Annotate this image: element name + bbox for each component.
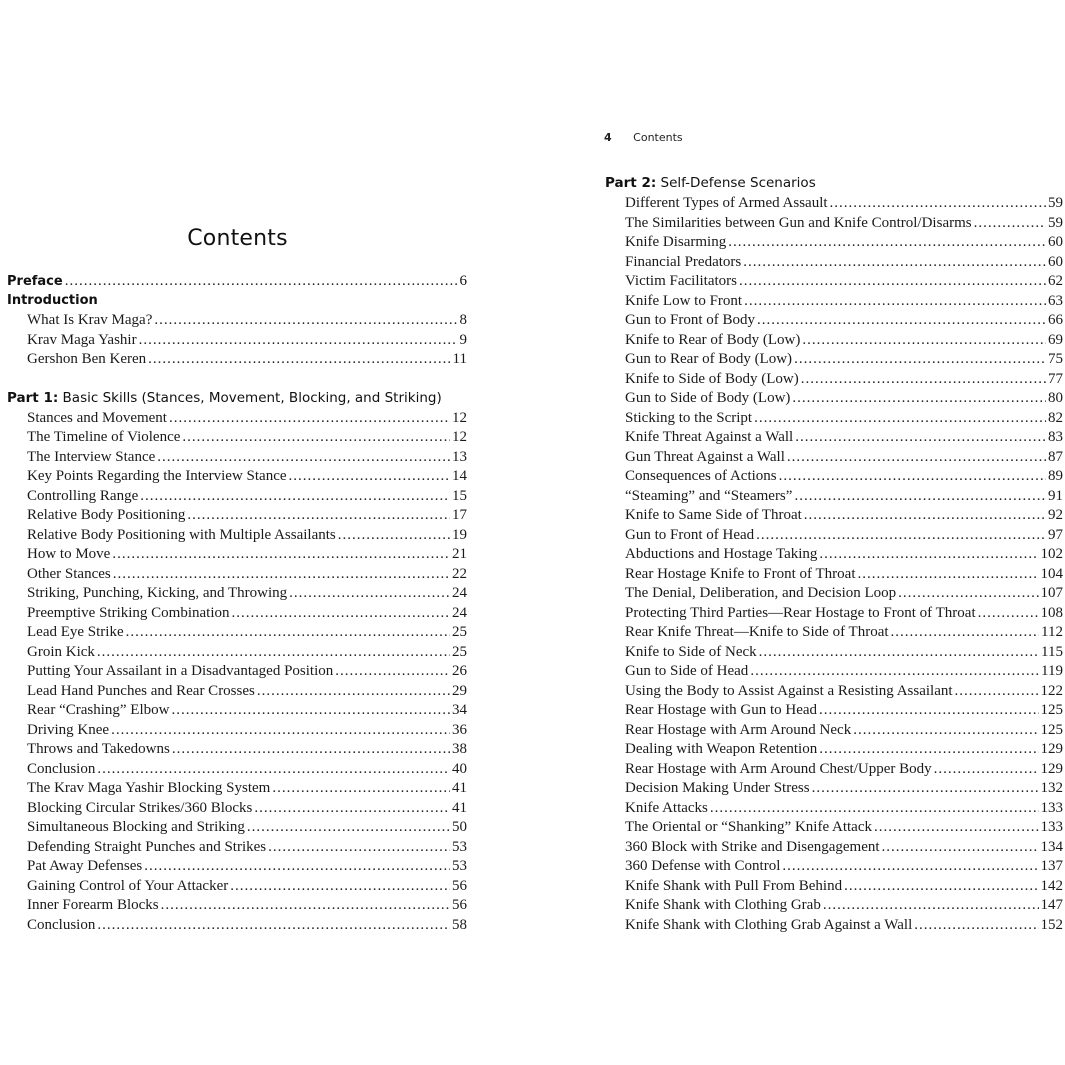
toc-entry-title: Introduction: [7, 292, 98, 308]
toc-entry-page: 58: [452, 916, 467, 933]
toc-entry-page: 50: [452, 819, 467, 835]
toc-entry-page: 102: [1040, 546, 1063, 562]
toc-entry: [605, 546, 1063, 566]
toc-entry-title: What Is Krav Maga?: [27, 312, 153, 328]
leader-dots: [891, 624, 1040, 641]
toc-entry-title: Gun to Front of Body: [625, 312, 756, 328]
toc-entry-page: 60: [1048, 253, 1063, 270]
toc-entry-title: Rear Knife Threat—Knife to Side of Throat: [625, 624, 889, 640]
toc-entry-title: Gun to Rear of Body (Low): [625, 351, 793, 367]
toc-entry-title: Decision Making Under Stress: [625, 780, 810, 796]
toc-entry-title: Pat Away Defenses: [27, 858, 143, 874]
toc-entry-title: Rear Hostage with Arm Around Chest/Upper Body: [625, 760, 932, 777]
toc-entry: [7, 663, 467, 683]
toc-entry: [7, 312, 467, 332]
leader-dots: [934, 761, 1039, 778]
leader-dots: [819, 702, 1038, 719]
toc-entry-title: Rear Hostage with Gun to Head: [625, 702, 818, 718]
toc-entry: [7, 683, 467, 703]
toc-entry-title: Gun to Front of Head: [625, 526, 755, 543]
toc-entry: [605, 527, 1063, 547]
toc-entry-page: 97: [1048, 526, 1063, 543]
leader-dots: [247, 819, 450, 836]
leader-dots: [804, 507, 1046, 524]
toc-entry: [605, 897, 1063, 917]
toc-entry-page: 122: [1040, 682, 1063, 699]
leader-dots: [974, 215, 1046, 232]
toc-entry-title: Dealing with Weapon Retention: [625, 741, 818, 757]
toc-entry: [7, 605, 467, 625]
leader-dots: [289, 585, 450, 602]
toc-entry-page: 34: [452, 702, 467, 718]
toc-entry: [7, 702, 467, 722]
toc-entry: [7, 897, 467, 917]
toc-entry-title: Inner Forearm Blocks: [27, 897, 159, 913]
leader-dots: [338, 527, 450, 544]
toc-entry: [7, 624, 467, 644]
toc-entry-page: 14: [452, 468, 467, 484]
toc-entry-page: 87: [1048, 448, 1063, 465]
leader-dots: [172, 741, 450, 758]
leader-dots: [65, 273, 458, 290]
toc-entry: [605, 410, 1063, 430]
toc-entry-page: 60: [1048, 234, 1063, 250]
toc-entry-page: 129: [1040, 741, 1063, 757]
toc-entry-title: Relative Body Positioning: [27, 507, 186, 523]
part-1-title: Basic Skills (Stances, Movement, Blocking, and Striking): [62, 389, 442, 406]
toc-entry: [605, 702, 1063, 722]
leader-dots: [111, 722, 450, 739]
toc-entry-page: 69: [1048, 331, 1063, 348]
toc-entry-page: 38: [452, 741, 467, 757]
toc-entry: [605, 741, 1063, 761]
toc-entry-title: Conclusion: [27, 916, 96, 933]
leader-dots: [140, 488, 450, 505]
toc-entry: [7, 527, 467, 547]
toc-entry-title: Consequences of Actions: [625, 468, 777, 484]
toc-entry: [7, 761, 467, 781]
toc-entry-page: 142: [1040, 877, 1063, 894]
toc-entry: [7, 488, 467, 508]
toc-entry-title: Gun to Side of Body (Low): [625, 390, 791, 406]
toc-entry: [7, 410, 467, 430]
toc-entry: [605, 390, 1063, 410]
toc-entry-title: Knife to Side of Body (Low): [625, 370, 799, 387]
toc-entry-title: Stances and Movement: [27, 409, 167, 426]
leader-dots: [858, 566, 1039, 583]
toc-entry-title: Key Points Regarding the Interview Stance: [27, 468, 287, 484]
part-2-title: Self-Defense Scenarios: [660, 175, 816, 191]
toc-entry: [605, 761, 1063, 781]
leader-dots: [914, 917, 1038, 934]
toc-entry-page: 9: [459, 331, 467, 348]
toc-entry-title: 360 Defense with Control: [625, 858, 781, 874]
toc-entry-title: Knife to Same Side of Throat: [625, 507, 802, 523]
toc-entry-title: Lead Hand Punches and Rear Crosses: [27, 682, 255, 699]
leader-dots: [154, 312, 457, 329]
toc-entry-page: 125: [1040, 702, 1063, 718]
leader-dots: [812, 780, 1039, 797]
toc-entry: [7, 507, 467, 527]
toc-entry: [7, 644, 467, 664]
part-2-label: Part 2:: [605, 175, 657, 191]
toc-entry-title: Preemptive Striking Combination: [27, 604, 230, 621]
toc-entry-title: The Interview Stance: [27, 448, 156, 465]
leader-dots: [779, 468, 1046, 485]
toc-entry: [605, 819, 1063, 839]
leader-dots: [232, 605, 451, 622]
leader-dots: [112, 546, 450, 563]
part-1-label: Part 1:: [7, 389, 59, 406]
toc-entry-title: Striking, Punching, Kicking, and Throwing: [27, 585, 288, 601]
toc-entry: [7, 585, 467, 605]
leader-dots: [739, 273, 1046, 290]
toc-entry: [605, 644, 1063, 664]
toc-entry-preface: [7, 273, 467, 293]
toc-entry-title: Financial Predators: [625, 253, 742, 270]
toc-entry-introduction: [7, 293, 467, 313]
leader-dots: [169, 410, 450, 427]
toc-entry-title: Gershon Ben Keren: [27, 351, 147, 367]
toc-entry-page: 80: [1048, 390, 1063, 406]
toc-entry-page: 56: [452, 877, 467, 894]
toc-entry: [7, 722, 467, 742]
leader-dots: [272, 780, 450, 797]
toc-entry-title: Rear Hostage with Arm Around Neck: [625, 721, 852, 738]
section-spacer: [7, 371, 467, 390]
leader-dots: [844, 878, 1038, 895]
toc-entry-title: Different Types of Armed Assault: [625, 195, 828, 211]
toc-entry-title: Krav Maga Yashir: [27, 331, 137, 348]
toc-entry-title: Knife Shank with Clothing Grab: [625, 897, 821, 913]
toc-entry-page: 83: [1048, 429, 1063, 445]
leader-dots: [853, 722, 1038, 739]
toc-entry-title: Knife Attacks: [625, 799, 708, 816]
leader-dots: [819, 741, 1038, 758]
toc-entry-page: 12: [452, 429, 467, 445]
toc-entry-page: 17: [452, 507, 467, 523]
toc-entry-page: 24: [452, 604, 467, 621]
leader-dots: [148, 351, 450, 368]
leader-dots: [139, 332, 458, 349]
toc-entry-page: 133: [1040, 799, 1063, 816]
toc-entry: [7, 566, 467, 586]
toc-entry: [7, 839, 467, 859]
leader-dots: [795, 429, 1046, 446]
leader-dots: [254, 800, 450, 817]
right-page: [540, 0, 1065, 1065]
toc-entry-title: Knife to Side of Neck: [625, 643, 757, 660]
toc-entry-page: 107: [1040, 585, 1063, 601]
toc-entry-page: 19: [452, 526, 467, 543]
toc-entry-title: Throws and Takedowns: [27, 741, 170, 757]
toc-entry-title: Gaining Control of Your Attacker: [27, 877, 229, 894]
toc-entry-page: 132: [1040, 780, 1063, 796]
toc-entry-title: Relative Body Positioning with Multiple Assailants: [27, 526, 336, 543]
toc-entry: [605, 351, 1063, 371]
toc-entry-page: 13: [452, 448, 467, 465]
toc-entry-page: 119: [1041, 663, 1063, 679]
toc-entry-title: Knife Threat Against a Wall: [625, 429, 794, 445]
page-number: 4: [604, 131, 612, 144]
toc-entry: [605, 878, 1063, 898]
toc-entry-title: Gun Threat Against a Wall: [625, 448, 785, 465]
toc-entry-page: 137: [1040, 858, 1063, 874]
toc-entry-title: Protecting Third Parties—Rear Hostage to Front of Throat: [625, 604, 976, 621]
leader-dots: [874, 819, 1038, 836]
toc-entry: [7, 449, 467, 469]
toc-entry-page: 112: [1041, 624, 1063, 640]
leader-dots: [335, 663, 450, 680]
leader-dots: [792, 390, 1046, 407]
toc-entry: [605, 215, 1063, 235]
leader-dots: [257, 683, 450, 700]
part-1-heading: [7, 390, 467, 410]
toc-entry-page: 12: [452, 409, 467, 426]
toc-entry-title: Abductions and Hostage Taking: [625, 546, 818, 562]
leader-dots: [757, 312, 1046, 329]
leader-dots: [823, 897, 1039, 914]
toc-entry: [605, 624, 1063, 644]
leader-dots: [754, 410, 1046, 427]
toc-entry: [7, 429, 467, 449]
toc-entry-title: The Denial, Deliberation, and Decision Loop: [625, 585, 897, 601]
leader-dots: [157, 449, 450, 466]
toc-entry-title: Conclusion: [27, 760, 96, 777]
toc-entry-page: 25: [452, 624, 467, 640]
toc-entry: [605, 722, 1063, 742]
toc-entry-page: 133: [1040, 819, 1063, 835]
leader-dots: [898, 585, 1038, 602]
toc-entry-page: 22: [452, 565, 467, 582]
part-2-entry-list: [605, 195, 1063, 936]
toc-entry-title: Knife to Rear of Body (Low): [625, 331, 801, 348]
leader-dots: [759, 644, 1039, 661]
toc-entry-title: Defending Straight Punches and Strikes: [27, 838, 267, 855]
toc-entry-title: Driving Knee: [27, 721, 110, 738]
toc-entry-page: 147: [1040, 897, 1063, 913]
part-2-heading: [605, 175, 1063, 195]
leader-dots: [187, 507, 450, 524]
running-head: [604, 131, 683, 144]
toc-entry: [605, 800, 1063, 820]
toc-entry: [605, 507, 1063, 527]
toc-entry-page: 82: [1048, 409, 1063, 426]
toc-entry-page: 59: [1048, 195, 1063, 211]
toc-entry: [7, 351, 467, 371]
leader-dots: [97, 761, 450, 778]
leader-dots: [882, 839, 1039, 856]
toc-entry-title: Simultaneous Blocking and Striking: [27, 819, 245, 835]
leader-dots: [743, 254, 1046, 271]
toc-entry: [7, 819, 467, 839]
leader-dots: [126, 624, 450, 641]
toc-entry: [605, 449, 1063, 469]
toc-entry-title: Victim Facilitators: [625, 273, 737, 289]
toc-entry-page: 41: [452, 799, 467, 816]
toc-entry-title: Rear Hostage Knife to Front of Throat: [625, 565, 856, 582]
toc-entry-page: 75: [1048, 351, 1063, 367]
toc-entry: [7, 741, 467, 761]
toc-entry: [605, 273, 1063, 293]
toc-entry-page: 59: [1048, 214, 1063, 231]
toc-entry-page: 91: [1048, 487, 1063, 504]
toc-entry: [605, 566, 1063, 586]
toc-entry-title: Putting Your Assailant in a Disadvantaged Position: [27, 663, 334, 679]
leader-dots: [802, 332, 1046, 349]
toc-entry: [605, 234, 1063, 254]
part-1-entry-list: [7, 410, 467, 937]
toc-entry: [7, 546, 467, 566]
toc-entry-title: The Timeline of Violence: [27, 429, 181, 445]
toc-entry: [605, 839, 1063, 859]
toc-entry-title: Sticking to the Script: [625, 409, 753, 426]
toc-entry-page: 53: [452, 858, 467, 874]
toc-entry-page: 36: [452, 721, 467, 738]
toc-entry-page: 62: [1048, 273, 1063, 289]
toc-entry: [7, 780, 467, 800]
toc-entry-title: Lead Eye Strike: [27, 624, 124, 640]
toc-entry-title: Blocking Circular Strikes/360 Blocks: [27, 799, 253, 816]
leader-dots: [787, 449, 1046, 466]
leader-dots: [744, 293, 1046, 310]
leader-dots: [794, 488, 1046, 505]
leader-dots: [728, 234, 1046, 251]
leader-dots: [161, 897, 450, 914]
toc-entry-title: Knife Shank with Pull From Behind: [625, 877, 843, 894]
leader-dots: [230, 878, 450, 895]
leader-dots: [955, 683, 1039, 700]
leader-dots: [978, 605, 1039, 622]
toc-entry: [605, 663, 1063, 683]
toc-entry: [605, 254, 1063, 274]
toc-entry: [605, 332, 1063, 352]
intro-entry-list: [7, 312, 467, 371]
running-head-label: Contents: [633, 131, 683, 144]
toc-entry-title: “Steaming” and “Steamers”: [625, 487, 793, 504]
toc-entry: [605, 917, 1063, 937]
toc-entry-page: 89: [1048, 468, 1063, 484]
toc-entry: [605, 585, 1063, 605]
leader-dots: [182, 429, 450, 446]
toc-entry-page: 29: [452, 682, 467, 699]
toc-entry-title: Knife Low to Front: [625, 292, 743, 309]
leader-dots: [144, 858, 450, 875]
toc-entry-page: 26: [452, 663, 467, 679]
toc-entry-page: 6: [459, 273, 467, 289]
toc-entry: [7, 858, 467, 878]
toc-entry-page: 63: [1048, 292, 1063, 309]
toc-entry-page: 152: [1040, 916, 1063, 933]
toc-entry-page: 125: [1040, 721, 1063, 738]
contents-title: Contents: [187, 226, 288, 251]
toc-entry: [605, 195, 1063, 215]
toc-entry-page: 24: [452, 585, 467, 601]
toc-entry-title: Rear “Crashing” Elbow: [27, 702, 170, 718]
toc-entry-page: 56: [452, 897, 467, 913]
leader-dots: [782, 858, 1038, 875]
toc-entry-title: The Krav Maga Yashir Blocking System: [27, 780, 271, 796]
leader-dots: [113, 566, 450, 583]
toc-entry-page: 66: [1048, 312, 1063, 328]
toc-entry-title: 360 Block with Strike and Disengagement: [625, 838, 880, 855]
toc-entry-title: Knife Shank with Clothing Grab Against a Wall: [625, 916, 913, 933]
toc-entry-page: 92: [1048, 507, 1063, 523]
toc-entry-page: 53: [452, 838, 467, 855]
toc-entry-page: 8: [459, 312, 467, 328]
toc-entry-page: 15: [452, 487, 467, 504]
toc-entry: [605, 429, 1063, 449]
leader-dots: [289, 468, 450, 485]
toc-entry: [605, 488, 1063, 508]
toc-entry-title: Preface: [7, 274, 63, 289]
toc-entry-page: 25: [452, 643, 467, 660]
leader-dots: [756, 527, 1046, 544]
toc-entry-title: Groin Kick: [27, 643, 95, 660]
leader-dots: [171, 702, 450, 719]
left-toc: [7, 273, 467, 936]
leader-dots: [97, 917, 450, 934]
toc-entry: [605, 371, 1063, 391]
toc-entry-title: Other Stances: [27, 565, 111, 582]
toc-entry-page: 77: [1048, 370, 1063, 387]
toc-entry-title: How to Move: [27, 546, 111, 562]
right-toc: [605, 175, 1063, 936]
toc-entry-page: 21: [452, 546, 467, 562]
toc-entry-page: 40: [452, 760, 467, 777]
toc-entry: [7, 800, 467, 820]
toc-entry-page: 41: [452, 780, 467, 796]
leader-dots: [819, 546, 1038, 563]
leader-dots: [268, 839, 450, 856]
toc-entry-title: Using the Body to Assist Against a Resisting Assailant: [625, 682, 953, 699]
toc-entry-title: The Oriental or “Shanking” Knife Attack: [625, 819, 873, 835]
leader-dots: [801, 371, 1046, 388]
toc-entry-page: 129: [1040, 760, 1063, 777]
toc-entry: [7, 878, 467, 898]
toc-entry: [605, 605, 1063, 625]
toc-entry: [7, 917, 467, 937]
toc-entry: [605, 780, 1063, 800]
toc-entry-title: Controlling Range: [27, 487, 139, 504]
toc-entry: [605, 683, 1063, 703]
toc-entry-title: Gun to Side of Head: [625, 663, 749, 679]
leader-dots: [97, 644, 450, 661]
toc-entry-page: 11: [452, 351, 467, 367]
toc-entry: [605, 312, 1063, 332]
leader-dots: [830, 195, 1046, 212]
left-page: [0, 0, 480, 1065]
toc-entry: [605, 468, 1063, 488]
toc-entry-page: 134: [1040, 838, 1063, 855]
toc-entry: [605, 858, 1063, 878]
toc-entry-title: Knife Disarming: [625, 234, 727, 250]
leader-dots: [794, 351, 1046, 368]
toc-entry-title: The Similarities between Gun and Knife Control/Disarms: [625, 214, 972, 231]
toc-entry-page: 104: [1040, 565, 1063, 582]
toc-entry-page: 108: [1040, 604, 1063, 621]
leader-dots: [750, 663, 1039, 680]
leader-dots: [710, 800, 1039, 817]
toc-entry: [7, 468, 467, 488]
toc-entry: [7, 332, 467, 352]
toc-entry: [605, 293, 1063, 313]
toc-entry-page: 115: [1041, 643, 1063, 660]
